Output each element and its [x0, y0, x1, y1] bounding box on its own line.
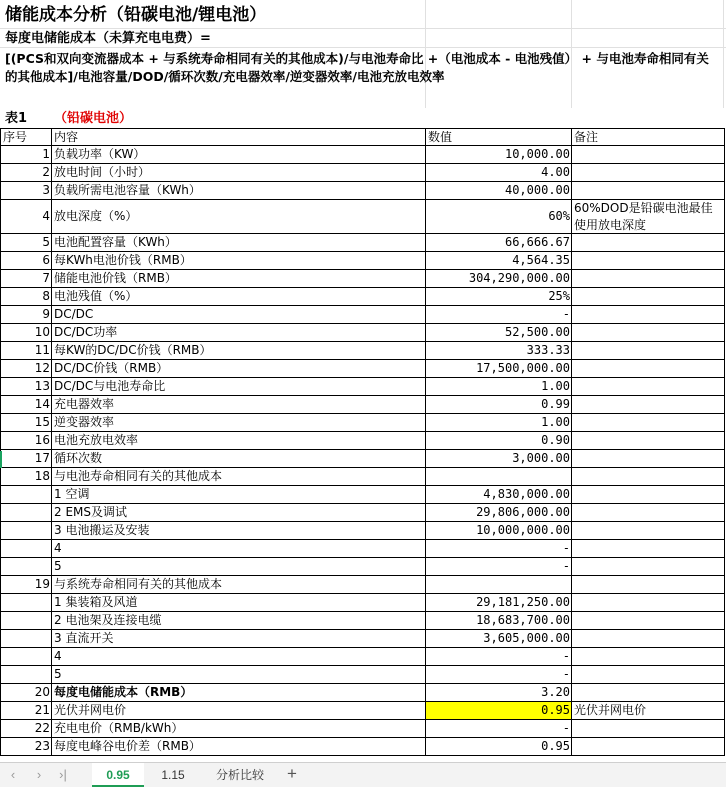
row-note[interactable]: 光伏并网电价: [571, 702, 725, 720]
row-value[interactable]: 333.33: [425, 342, 572, 360]
row-value[interactable]: [425, 576, 572, 594]
row-number[interactable]: 8: [0, 288, 52, 306]
row-value[interactable]: 0.99: [425, 396, 572, 414]
row-content[interactable]: 1 空调: [51, 486, 426, 504]
row-number[interactable]: 2: [0, 164, 52, 182]
tab-analysis-compare[interactable]: 分析比较: [215, 768, 264, 782]
header-content[interactable]: 内容: [51, 128, 426, 146]
row-note[interactable]: [571, 146, 725, 164]
row-content[interactable]: 4: [51, 540, 426, 558]
row-note[interactable]: [571, 234, 725, 252]
row-value[interactable]: 66,666.67: [425, 234, 572, 252]
row-value[interactable]: 304,290,000.00: [425, 270, 572, 288]
row-content[interactable]: 电池配置容量（KWh）: [51, 234, 426, 252]
header-value[interactable]: 数值: [425, 128, 572, 146]
table-row: [0, 288, 726, 306]
title-row: [0, 2, 726, 28]
row-value[interactable]: -: [425, 558, 572, 576]
row-note[interactable]: [571, 270, 725, 288]
row-number[interactable]: 4: [0, 200, 52, 234]
table-row: [0, 522, 726, 540]
row-value[interactable]: 25%: [425, 288, 572, 306]
row-number[interactable]: [0, 630, 52, 648]
row-note[interactable]: [571, 378, 725, 396]
row-content[interactable]: 3 直流开关: [51, 630, 426, 648]
row-content[interactable]: 与系统寿命相同有关的其他成本: [51, 576, 426, 594]
row-content[interactable]: 每KW的DC/DC价钱（RMB）: [51, 342, 426, 360]
formula-row: [0, 50, 726, 108]
row-number[interactable]: 19: [0, 576, 52, 594]
tab-0-95[interactable]: 0.95: [92, 763, 144, 787]
header-note[interactable]: 备注: [571, 128, 725, 146]
table-row: [0, 270, 726, 288]
subtitle-row: [0, 29, 726, 48]
row-content[interactable]: 5: [51, 666, 426, 684]
row-note[interactable]: [571, 468, 725, 486]
table-row: [0, 558, 726, 576]
row-value[interactable]: 40,000.00: [425, 182, 572, 200]
row-number[interactable]: 14: [0, 396, 52, 414]
row-number[interactable]: [0, 540, 52, 558]
row-number[interactable]: 20: [0, 684, 52, 702]
row-note[interactable]: [571, 450, 725, 468]
table-row: [0, 378, 726, 396]
row-number[interactable]: 18: [0, 468, 52, 486]
row-content[interactable]: 充电器效率: [51, 396, 426, 414]
row-value[interactable]: 18,683,700.00: [425, 612, 572, 630]
row-note[interactable]: [571, 720, 725, 738]
row-note[interactable]: [571, 576, 725, 594]
cost-formula[interactable]: [(PCS和双向变流器成本 + 与系统寿命相同有关的其他成本)/与电池寿命比 +（电池成本 - 电池残值） + 与电池寿命相同有关的其他成本]/电池容量/DOD/循环次数/充电器效率/逆变器效率/电池充放电效率: [5, 51, 709, 84]
table-row: [0, 414, 726, 432]
row-content[interactable]: 电池残值（%）: [51, 288, 426, 306]
row-value[interactable]: 3,000.00: [425, 450, 572, 468]
table-row: [0, 450, 726, 468]
row-value[interactable]: -: [425, 306, 572, 324]
row-note[interactable]: [571, 486, 725, 504]
row-content[interactable]: DC/DC: [51, 306, 426, 324]
row-value[interactable]: 10,000,000.00: [425, 522, 572, 540]
table-row: [0, 360, 726, 378]
row-note[interactable]: [571, 164, 725, 182]
table-row: [0, 486, 726, 504]
table-row: [0, 342, 726, 360]
row-number[interactable]: 10: [0, 324, 52, 342]
next-sheet-icon[interactable]: ›: [36, 767, 42, 782]
row-note[interactable]: [571, 504, 725, 522]
row-note[interactable]: [571, 252, 725, 270]
row-number[interactable]: [0, 486, 52, 504]
row-number[interactable]: 12: [0, 360, 52, 378]
row-value[interactable]: 10,000.00: [425, 146, 572, 164]
row-value[interactable]: -: [425, 540, 572, 558]
row-content[interactable]: 充电电价（RMB/kWh）: [51, 720, 426, 738]
table-row: [0, 504, 726, 522]
row-note[interactable]: 60%DOD是铅碳电池最佳使用放电深度: [571, 200, 725, 234]
row-note[interactable]: [571, 540, 725, 558]
add-sheet-icon[interactable]: +: [287, 764, 297, 783]
row-value[interactable]: 0.95: [425, 702, 572, 720]
table-row: [0, 306, 726, 324]
table-row: [0, 146, 726, 164]
last-sheet-icon[interactable]: ›|: [59, 767, 67, 782]
row-value[interactable]: 4,564.35: [425, 252, 572, 270]
row-content[interactable]: 2 电池架及连接电缆: [51, 612, 426, 630]
row-number[interactable]: 3: [0, 182, 52, 200]
row-content[interactable]: 每度电峰谷电价差（RMB）: [51, 738, 426, 756]
row-content[interactable]: 3 电池搬运及安装: [51, 522, 426, 540]
row-content[interactable]: 5: [51, 558, 426, 576]
row-number[interactable]: 15: [0, 414, 52, 432]
sheet-tab-bar: [0, 762, 726, 787]
row-content[interactable]: 负载功率（KW）: [51, 146, 426, 164]
sheet-title[interactable]: 储能成本分析（铅碳电池/锂电池）: [5, 5, 267, 25]
row-number[interactable]: [0, 666, 52, 684]
row-value[interactable]: 1.00: [425, 378, 572, 396]
row-number[interactable]: [0, 558, 52, 576]
row-value[interactable]: -: [425, 666, 572, 684]
row-content[interactable]: 电池充放电效率: [51, 432, 426, 450]
row-value[interactable]: 4.00: [425, 164, 572, 182]
table-tag[interactable]: （铅碳电池）: [54, 111, 133, 126]
row-number[interactable]: 5: [0, 234, 52, 252]
table-row: [0, 594, 726, 612]
row-note[interactable]: [571, 432, 725, 450]
row-value[interactable]: -: [425, 720, 572, 738]
row-content[interactable]: 储能电池价钱（RMB）: [51, 270, 426, 288]
row-content[interactable]: DC/DC功率: [51, 324, 426, 342]
row-note[interactable]: [571, 630, 725, 648]
row-number[interactable]: 22: [0, 720, 52, 738]
table-row: [0, 630, 726, 648]
sheet-subtitle[interactable]: 每度电储能成本（未算充电电费）=: [5, 31, 211, 46]
row-note[interactable]: [571, 594, 725, 612]
row-value[interactable]: 3,605,000.00: [425, 630, 572, 648]
row-number[interactable]: 16: [0, 432, 52, 450]
row-content[interactable]: 4: [51, 648, 426, 666]
row-content[interactable]: 每KWh电池价钱（RMB）: [51, 252, 426, 270]
row-value[interactable]: 60%: [425, 200, 572, 234]
table-row: [0, 432, 726, 450]
table-row: [0, 468, 726, 486]
row-note[interactable]: [571, 396, 725, 414]
row-value[interactable]: 29,181,250.00: [425, 594, 572, 612]
table-row: [0, 666, 726, 684]
row-content[interactable]: 与电池寿命相同有关的其他成本: [51, 468, 426, 486]
row-note[interactable]: [571, 612, 725, 630]
row-number[interactable]: 1: [0, 146, 52, 164]
row-note[interactable]: [571, 324, 725, 342]
row-content[interactable]: 1 集装箱及风道: [51, 594, 426, 612]
row-value[interactable]: 17,500,000.00: [425, 360, 572, 378]
table-label[interactable]: 表1: [5, 111, 28, 126]
row-value[interactable]: 0.90: [425, 432, 572, 450]
selection-marker: [0, 451, 2, 468]
row-content[interactable]: 光伏并网电价: [51, 702, 426, 720]
row-value[interactable]: 4,830,000.00: [425, 486, 572, 504]
row-note[interactable]: [571, 182, 725, 200]
row-number[interactable]: 23: [0, 738, 52, 756]
row-content[interactable]: 放电时间（小时）: [51, 164, 426, 182]
tab-1-15[interactable]: 1.15: [161, 768, 185, 782]
row-note[interactable]: [571, 342, 725, 360]
row-content[interactable]: 逆变器效率: [51, 414, 426, 432]
row-number[interactable]: [0, 648, 52, 666]
row-note[interactable]: [571, 666, 725, 684]
row-number[interactable]: 9: [0, 306, 52, 324]
table-row: [0, 738, 726, 756]
row-number[interactable]: 11: [0, 342, 52, 360]
table-row: [0, 702, 726, 720]
table-row: [0, 648, 726, 666]
row-content[interactable]: 循环次数: [51, 450, 426, 468]
table-row: [0, 182, 726, 200]
table-row: [0, 540, 726, 558]
row-content[interactable]: 每度电储能成本（RMB）: [51, 684, 426, 702]
row-note[interactable]: [571, 684, 725, 702]
table-row: [0, 234, 726, 252]
table-row: [0, 576, 726, 594]
row-number[interactable]: [0, 522, 52, 540]
table-row: [0, 164, 726, 182]
row-content[interactable]: DC/DC与电池寿命比: [51, 378, 426, 396]
row-value[interactable]: -: [425, 648, 572, 666]
table-row: [0, 200, 726, 234]
row-value[interactable]: 3.20: [425, 684, 572, 702]
row-value[interactable]: 52,500.00: [425, 324, 572, 342]
row-number[interactable]: [0, 612, 52, 630]
row-note[interactable]: [571, 360, 725, 378]
row-note[interactable]: [571, 738, 725, 756]
row-content[interactable]: 2 EMS及调试: [51, 504, 426, 522]
row-content[interactable]: DC/DC价钱（RMB）: [51, 360, 426, 378]
row-number[interactable]: [0, 504, 52, 522]
row-value[interactable]: 0.95: [425, 738, 572, 756]
row-note[interactable]: [571, 522, 725, 540]
table-row: [0, 612, 726, 630]
row-note[interactable]: [571, 306, 725, 324]
row-number[interactable]: 21: [0, 702, 52, 720]
row-content[interactable]: 放电深度（%）: [51, 200, 426, 234]
row-note[interactable]: [571, 288, 725, 306]
row-value[interactable]: 29,806,000.00: [425, 504, 572, 522]
table-row: [0, 396, 726, 414]
row-number[interactable]: 17: [0, 450, 52, 468]
row-number[interactable]: [0, 594, 52, 612]
row-content[interactable]: 负载所需电池容量（KWh）: [51, 182, 426, 200]
table-row: [0, 720, 726, 738]
row-note[interactable]: [571, 648, 725, 666]
table-header-row: [0, 128, 726, 146]
row-value[interactable]: [425, 468, 572, 486]
header-no[interactable]: 序号: [0, 128, 52, 146]
row-number[interactable]: 6: [0, 252, 52, 270]
first-sheet-icon[interactable]: ‹: [10, 767, 16, 782]
row-number[interactable]: 13: [0, 378, 52, 396]
table-row: [0, 684, 726, 702]
row-note[interactable]: [571, 414, 725, 432]
row-note[interactable]: [571, 558, 725, 576]
table-label-row: [0, 110, 726, 128]
table-row: [0, 324, 726, 342]
table-row: [0, 252, 726, 270]
row-value[interactable]: 1.00: [425, 414, 572, 432]
row-number[interactable]: 7: [0, 270, 52, 288]
